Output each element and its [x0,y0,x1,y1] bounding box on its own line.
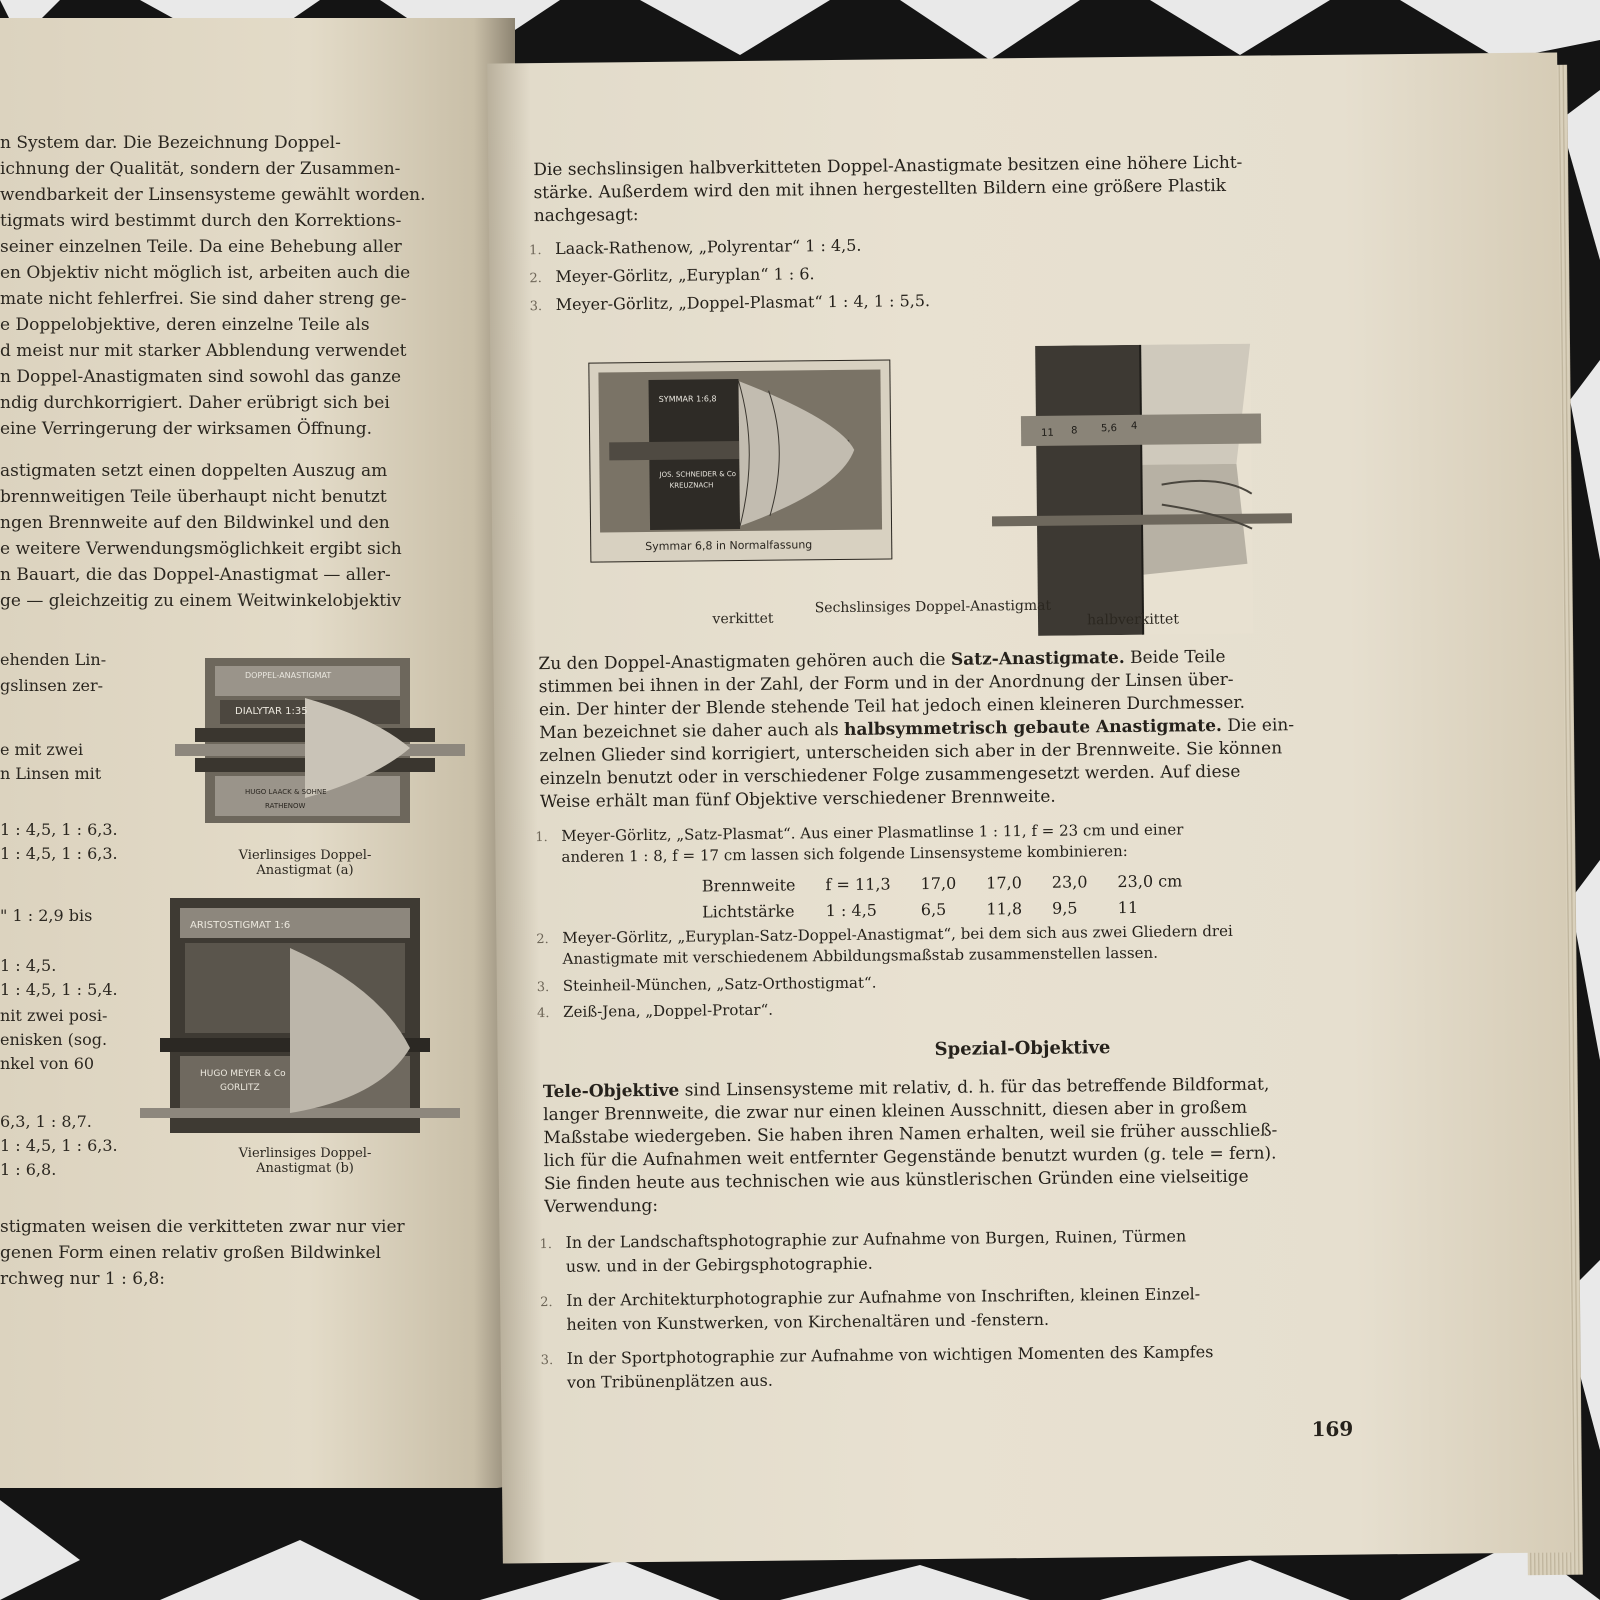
list-text: Steinheil-München, „Satz-Orthostigmat“. [562,973,877,995]
table-cell: 1 : 4,5 [825,900,878,920]
lens-illustration-b [140,898,460,1142]
figure-caption-a [205,848,405,878]
right-page [487,52,1573,1563]
text-line: ge — gleichzeitig zu einem Weitwinkelobjektiv [0,591,402,611]
text-line: n Bauart, die das Doppel-Anastigmat — aller- [0,565,391,585]
photo-halbverkittet [990,343,1293,640]
lens-label: GORLITZ [220,1083,260,1093]
text-fragment: 1 : 4,5, 1 : 5,4. [0,980,118,999]
list-number: 3. [529,299,543,315]
text-line: nachgesagt: [533,205,639,227]
text-line: astigmaten setzt einen doppelten Auszug am [0,461,388,481]
list-number: 2. [529,271,542,287]
text-span: Man bezeichnet sie daher auch als [539,719,845,744]
text-line: lich für die Aufnahmen weit entfernter Gegenstände benutzt wurden (g. tele = fern). [543,1143,1277,1172]
list-item [529,264,814,286]
scale-mark: 5,6 [1100,423,1117,435]
lens-label: DIALYTAR 1:35 [235,706,308,717]
text-fragment: 1 : 4,5, 1 : 6,3. [0,844,118,863]
lens-label: KREUZNACH [669,481,714,490]
text-line: ein. Der hinter der Blende stehende Teil hat jedoch einen kleineren Durchmesser. [538,692,1246,721]
list-item-continuation: heiten von Kunstwerken, von Kirchenaltären und -fenstern. [566,1309,1050,1334]
text-line: Maßstabe wiedergeben. Sie haben ihren Namen erhalten, weil sie früher ausschließ- [543,1120,1278,1149]
list-item-continuation: Anastigmate mit verschiedenem Abbildungsmaßstab zusammenstellen lassen. [562,943,1159,968]
text-span: Beide Teile [1124,646,1226,668]
list-number: 3. [536,980,550,996]
text-fragment: 1 : 4,5, 1 : 6,3. [0,820,118,839]
text-fragment: enisken (sog. [0,1030,108,1049]
lens-label: ARISTOSTIGMAT 1:6 [190,920,291,931]
text-fragment: ehenden Lin- [0,650,107,669]
text-line: genen Form einen relativ großen Bildwinkel [0,1243,381,1263]
text-line: einzeln benutzt oder in verschiedener Folge zusammengesetzt werden. Auf diese [539,761,1241,790]
list-item [539,1226,1186,1252]
list-number: 1. [535,830,548,846]
text-line: Die sechslinsigen halbverkitteten Doppel-Anastigmate besitzen eine höhere Licht- [533,152,1243,181]
lens-label: HUGO MEYER & Co [200,1069,286,1079]
text-line: Verwendung: [544,1195,659,1218]
list-number: 3. [540,1353,554,1369]
text-span: sind Linsensysteme mit relativ, d. h. für das betreffende Bildformat, [679,1074,1270,1101]
text-fragment: nit zwei posi- [0,1006,108,1025]
text-line: eine Verringerung der wirksamen Öffnung. [0,419,373,439]
text-fragment: nkel von 60 [0,1054,95,1073]
caption-line: Anastigmat (a) [256,863,354,878]
bold-term: Satz-Anastigmate. [950,648,1125,670]
list-item-continuation: anderen 1 : 8, f = 17 cm lassen sich folgende Linsensysteme kombinieren: [561,841,1128,866]
table-cell: f = 11,3 [825,873,891,894]
list-text: Meyer-Görlitz, „Euryplan“ 1 : 6. [555,264,815,286]
text-line: n Doppel-Anastigmaten sind sowohl das ganze [0,367,402,387]
list-text: In der Landschaftsphotographie zur Aufnahme von Burgen, Ruinen, Türmen [565,1226,1187,1252]
table-cell: 23,0 cm [1117,870,1183,891]
text-fragment: e mit zwei [0,740,84,759]
list-item [540,1284,1200,1310]
list-text: Zeiß-Jena, „Doppel-Protar“. [563,1000,774,1021]
caption-line: Vierlinsiges Doppel- [238,848,372,863]
text-line: en Objektiv nicht möglich ist, arbeiten auch die [0,263,411,283]
list-item [530,291,931,314]
list-number: 1. [539,1237,553,1253]
left-page [0,18,515,1488]
text-line: stigmaten weisen die verkitteten zwar nur vier [0,1217,405,1237]
text-line: e Doppelobjektive, deren einzelne Teile als [0,315,370,335]
text-span: Die ein- [1221,715,1295,736]
lens-illustration-a [175,658,465,832]
text-line: wendbarkeit der Linsensysteme gewählt worden. [0,185,426,205]
bold-term: halbsymmetrisch gebaute Anastigmate. [843,715,1223,740]
table-cell: 23,0 [1051,871,1088,892]
list-text: Laack-Rathenow, „Polyrentar“ 1 : 4,5. [555,235,862,258]
focal-length-table [686,866,1199,925]
text-line: d meist nur mit starker Abblendung verwendet [0,341,407,361]
text-line: ndig durchkorrigiert. Daher erübrigt sich bei [0,393,390,413]
caption-line: Vierlinsiges Doppel- [238,1146,372,1161]
lens-label: HUGO LAACK & SOHNE [245,788,327,796]
list-text: In der Sportphotographie zur Aufnahme von wichtigen Momenten des Kampfes [566,1342,1214,1368]
lens-label: JOS. SCHNEIDER & Co [659,470,737,479]
list-item-continuation: usw. und in der Gebirgsphotographie. [565,1253,873,1276]
photo-caption: Symmar 6,8 in Normalfassung [645,538,813,554]
text-fragment: gslinsen zer- [0,676,104,695]
table-cell: 11 [1117,897,1139,917]
caption-line: Anastigmat (b) [256,1161,354,1176]
text-line: mate nicht fehlerfrei. Sie sind daher streng ge- [0,289,407,309]
text-line: n System dar. Die Bezeichnung Doppel- [0,133,341,153]
lens-label: DOPPEL-ANASTIGMAT [245,671,332,680]
text-line: zelnen Glieder sind korrigiert, unterscheiden sich aber in der Brennweite. Sie können [539,738,1283,767]
text-line: stimmen bei ihnen in der Zahl, der Form und in der Anordnung der Linsen über- [538,669,1234,698]
text-fragment: 1 : 4,5. [0,956,57,975]
table-row [688,894,1197,923]
text-line: tigmats wird bestimmt durch den Korrektions- [0,211,402,231]
figure-caption-b [205,1146,405,1176]
list-text: Meyer-Görlitz, „Doppel-Plasmat“ 1 : 4, 1 : 5,5. [555,291,931,314]
figure-caption-sechslinsig: Sechslinsiges Doppel-Anastigmat [814,597,1052,617]
label-verkittet: verkittet [712,610,774,628]
scale-mark: 11 [1041,427,1054,439]
list-item-continuation: von Tribünenplätzen aus. [566,1370,773,1392]
table-cell: 6,5 [920,899,947,919]
table-cell: 11,8 [986,898,1023,918]
text-line: brennweitigen Teile überhaupt nicht benutzt [0,487,387,507]
list-item [541,1342,1214,1368]
lens-label: RATHENOW [265,802,306,810]
table-cell: 17,0 [920,873,957,893]
scale-mark: 8 [1070,425,1078,437]
text-span: Zu den Doppel-Anastigmaten gehören auch die [538,649,952,675]
label-halbverkittet: halbverkittet [1087,611,1180,629]
list-item [529,236,862,258]
text-fragment: 6,3, 1 : 8,7. [0,1112,92,1131]
text-line: Weise erhält man fünf Objektive verschiedener Brennweite. [539,786,1056,813]
row-label: Brennweite [701,874,796,895]
text-fragment: n Linsen mit [0,764,102,783]
text-fragment: " 1 : 2,9 bis [0,906,93,925]
text-line: ichnung der Qualität, sondern der Zusammen- [0,159,401,179]
row-label: Lichtstärke [701,900,795,921]
list-number: 2. [536,932,549,948]
list-text: Meyer-Görlitz, „Satz-Plasmat“. Aus einer Plasmatlinse 1 : 11, f = 23 cm und einer [561,820,1184,845]
table-cell: 9,5 [1051,898,1078,918]
table-cell: 17,0 [986,872,1022,892]
list-item [537,1001,773,1021]
list-number: 2. [540,1295,553,1311]
text-line: Sie finden heute aus technischen wie aus künstlerischen Gründen eine vielseitige [543,1166,1249,1195]
photo-symmar-verkittet [588,359,892,566]
text-fragment: 1 : 4,5, 1 : 6,3. [0,1136,118,1155]
text-fragment: 1 : 6,8. [0,1160,57,1179]
text-line: rchweg nur 1 : 6,8: [0,1269,166,1289]
text-line: e weitere Verwendungsmöglichkeit ergibt sich [0,539,402,559]
page-number: 169 [1311,1416,1354,1442]
list-number: 1. [529,243,542,259]
list-number: 4. [537,1006,550,1022]
text-line: seiner einzelnen Teile. Da eine Behebung aller [0,237,402,257]
bold-term: Tele-Objektive [542,1080,680,1103]
list-text: In der Architekturphotographie zur Aufnahme von Inschriften, kleinen Einzel- [566,1284,1201,1310]
text-line: langer Brennweite, die zwar nur einen kleinen Ausschnitt, diesen aber in großem [543,1097,1248,1126]
list-item [537,974,877,996]
list-text: Meyer-Görlitz, „Euryplan-Satz-Doppel-Anastigmat“, bei dem sich aus zwei Gliedern drei [562,921,1233,947]
text-line: ngen Brennweite auf den Bildwinkel und den [0,513,390,533]
scale-mark: 4 [1130,420,1138,432]
section-heading: Spezial-Objektive [934,1037,1111,1061]
lens-label: SYMMAR 1:6,8 [658,394,717,404]
table-row [688,868,1197,897]
text-line: stärke. Außerdem wird den mit ihnen hergestellten Bildern eine größere Plastik [533,175,1227,204]
